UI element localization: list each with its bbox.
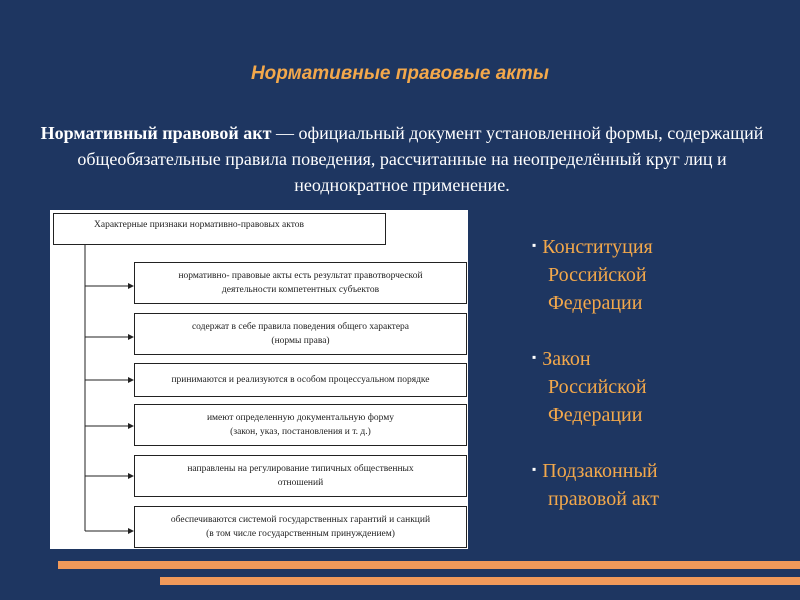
- decor-stripe-top: [58, 561, 800, 569]
- bullet-item: ▪ Закон Российской Федерации: [532, 348, 647, 426]
- connector-arrows: [85, 283, 134, 534]
- definition-term: Нормативный правовой акт: [40, 123, 272, 143]
- bullet-icon: ▪: [532, 238, 537, 252]
- diagram-item: обеспечиваются системой государственных гарантий и санкций (в том числе государственным принуждением): [134, 506, 467, 548]
- definition: [40, 120, 764, 198]
- diagram-header: Характерные признаки нормативно-правовых актов: [53, 213, 386, 245]
- decor-stripe-bottom: [160, 577, 800, 585]
- bullet-item: ▪ Подзаконный правовой акт: [532, 460, 659, 510]
- diagram: [50, 210, 468, 549]
- diagram-item: содержат в себе правила поведения общего характера (нормы права): [134, 313, 467, 355]
- diagram-item: нормативно- правовые акты есть результат правотворческой деятельности компетентных субъектов: [134, 262, 467, 304]
- bullet-item: ▪ Конституция Российской Федерации: [532, 236, 653, 314]
- slide-title: Нормативные правовые акты: [250, 63, 550, 84]
- diagram-item: принимаются и реализуются в особом процессуальном порядке: [134, 363, 467, 397]
- bullet-list: [532, 231, 772, 539]
- bullet-icon: ▪: [532, 462, 537, 476]
- bullet-icon: ▪: [532, 350, 537, 364]
- diagram-item: направлены на регулирование типичных общественных отношений: [134, 455, 467, 497]
- diagram-item: имеют определенную документальную форму (закон, указ, постановления и т. д.): [134, 404, 467, 446]
- definition-text: — официальный документ установленной формы, содержащий общеобязательные правила поведения, рассчитанные на неопределённый круг лиц и неоднократное применение.: [77, 123, 764, 195]
